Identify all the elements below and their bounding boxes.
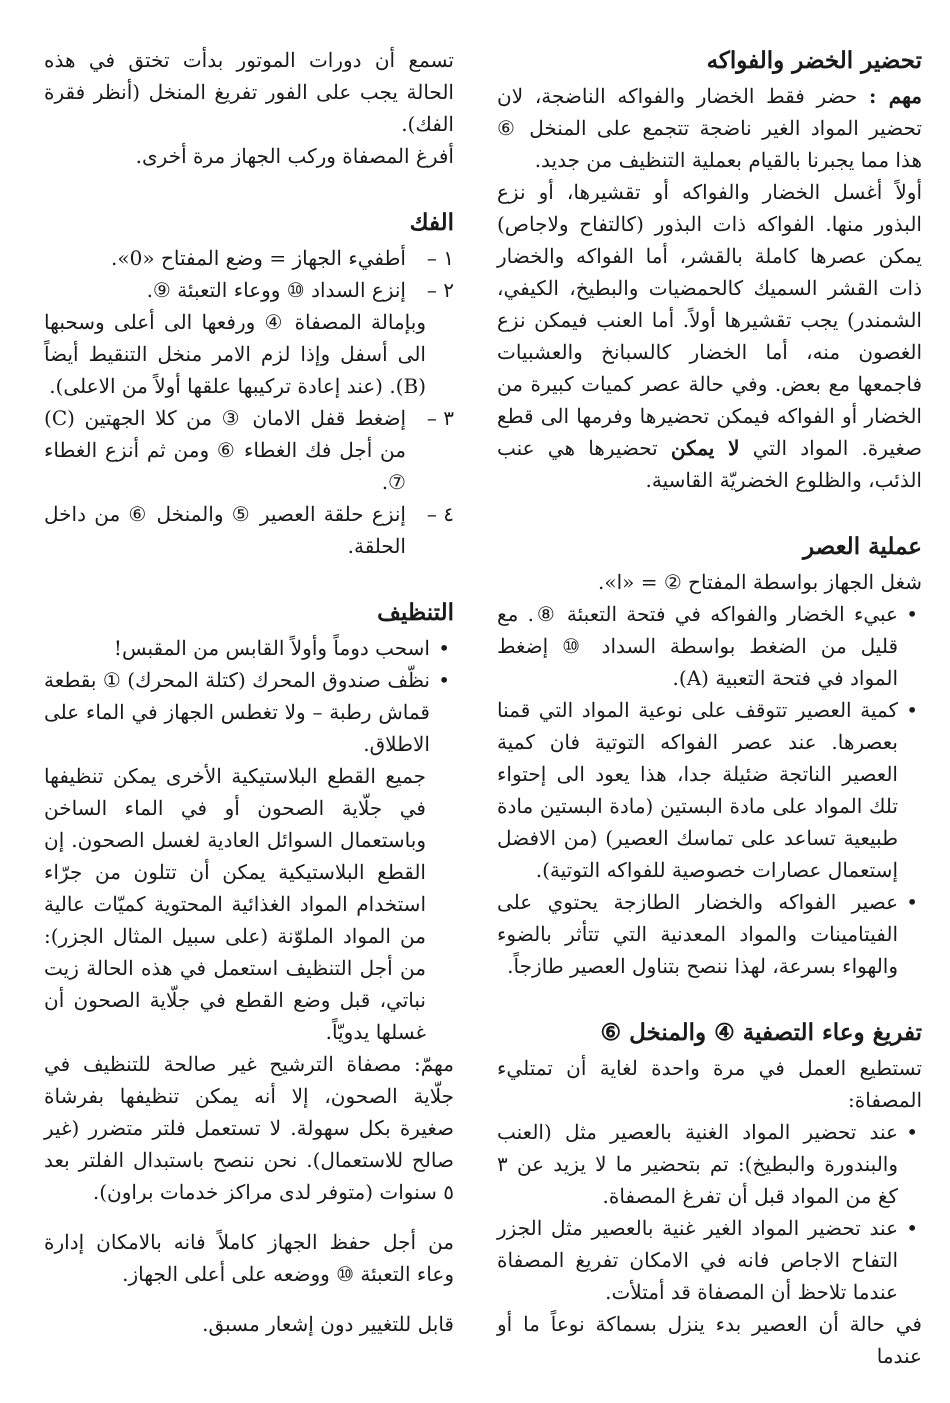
storage-text: من أجل حفظ الجهاز كاملاً فانه بالامكان إدارة وعاء التعبئة ⑩ ووضعه على أعلى الجهاز.: [44, 1230, 454, 1286]
cleaning-section: [44, 596, 454, 1208]
step-2-detail: وبإمالة المصفاة ④ ورفعها الى أعلى وسحبها الى أسفل وإذا لزم الامر منخل التنقيط أيضاً (B). (عند إعادة تركيبها علقها أولاً من الاعلى).: [44, 310, 426, 398]
list-item: • عبيء الخضار والفواكه في فتحة التعبئة ⑧. مع قليل من الضغط بواسطة السداد ⑩ إضغط المواد في فتحة التعبية (A).: [497, 598, 922, 694]
prep-important: [497, 80, 922, 176]
juicing-list: [497, 598, 922, 982]
prep-paragraph: [497, 176, 922, 496]
step-number: ٢ –: [426, 278, 454, 302]
continued-text: تسمع أن دورات الموتور بدأت تختق في هذه الحالة يجب على الفور تفريغ المنخل (أنظر فقرة الفك).: [44, 48, 454, 136]
step-text: إنزع السداد ⑩ ووعاء التعبئة ⑨.: [146, 278, 406, 302]
prep-title: تحضير الخضر والفواكه: [706, 47, 922, 74]
list-item: • كمية العصير تتوقف على نوعية المواد التي قمنا بعصرها. عند عصر الفواكه التوتية فان كمية العصير الناتجة ضئيلة جدا، هذا يعود الى إحتواء تلك المواد على مادة البستين (مادة البستين مادة طبيعية تساعد على تماسك العصير) (من الافضل إستعمال عصارات خصوصية للفواكه التوتية).: [497, 694, 922, 886]
prep-para-bold: لا يمكن: [670, 436, 740, 460]
disassembly-section: [44, 206, 454, 562]
juicing-intro: شغل الجهاز بواسطة المفتاح ② = «ا».: [597, 570, 922, 594]
cleaning-list: [44, 632, 454, 760]
disassembly-steps: [44, 242, 454, 306]
list-item: • نظّف صندوق المحرك (كتلة المحرك) ① بقطعة قماش رطبة – ولا تغطس الجهاز في الماء على الاطلاق.: [44, 664, 454, 760]
cleaning-paragraph: جميع القطع البلاستيكية الأخرى يمكن تنظيفها في جلّاية الصحون أو في الماء الساخن وباستعمال السوائل العادية لغسل الصحون. إن القطع البلاستيكية يمكن أن تتلون من جرّاء استخدام المواد الغذائية المحتوية كميّات عالية من المواد الملوّنة (على سبيل المثال الجزر): من أجل التنظيف استعمل في هذه الحالة زيت نباتي، قبل وضع القطع في جلّاية الصحون أن غسلها يدويّاً.: [44, 764, 426, 1044]
list-item: [44, 498, 454, 562]
step-number: ٣ –: [426, 406, 454, 430]
list-item: • اسحب دوماً وأولاً القابس من المقبس!: [44, 632, 454, 664]
right-column: [497, 44, 922, 1372]
step-text: إضغط قفل الامان ③ من كلا الجهتين (C) من أجل فك الغطاء ⑥ ومن ثم أنزع الغطاء ⑦.: [44, 406, 406, 494]
prep-section: [497, 44, 922, 496]
list-item: [44, 242, 454, 274]
step-number: ٤ –: [426, 502, 454, 526]
prep-para-end: تحضيرها هي عنب الذئب، والظلوع الخضريّة القاسية.: [497, 436, 922, 492]
juicing-title: عملية العصر: [802, 533, 922, 560]
list-item: [44, 402, 454, 498]
cleaning-title: التنظيف: [377, 599, 454, 626]
list-item: • عند تحضير المواد الغير غنية بالعصير مثل الجزر التفاح الاجاص فانه في الامكان تفريغ المصفاة عندما تلاحظ أن المصفاة قد أمتلأت.: [497, 1212, 922, 1308]
step-text: أطفيء الجهاز = وضع المفتاح «0».: [111, 246, 406, 270]
step-number: ١ –: [426, 246, 454, 270]
notice-text: قابل للتغيير دون إشعار مسبق.: [202, 1312, 454, 1336]
step-text: إنزع حلقة العصير ⑤ والمنخل ⑥ من داخل الحلقة.: [44, 502, 406, 558]
important-text: حضر فقط الخضار والفواكه الناضجة، لان تحضير المواد الغير ناضجة تتجمع على المنخل ⑥ هذا مما يجبرنا بالقيام بعملية التنظيف من جديد.: [497, 84, 922, 172]
list-item: • عصير الفواكه والخضار الطازجة يحتوي على الفيتامينات والمواد المعدنية التي تتأثر بالضوء والهواء بسرعة، لهذا ننصح بتناول العصير طازجاً.: [497, 886, 922, 982]
emptying-title: تفريغ وعاء التصفية ④ والمنخل ⑥: [600, 1019, 922, 1046]
left-column: [44, 44, 454, 1340]
emptying-intro: تستطيع العمل في مرة واحدة لغاية أن تمتليء المصفاة:: [497, 1056, 922, 1112]
cleaning-important: مهمّ: مصفاة الترشيح غير صالحة للتنظيف في جلّاية الصحون، إلا أنه يمكن تنظيفها بفرشاة صغيرة بكل سهولة. لا تستعمل فلتر متضرر (غير صالح للاستعمال). نحن ننصح باستبدال الفلتر بعد ٥ سنوات (متوفر لدى مراكز خدمات براون).: [44, 1052, 454, 1204]
prep-para-text: أولاً أغسل الخضار والفواكه أو تقشيرها، أو نزع البذور منها. الفواكه ذات البذور (كالتفاح ولاجاص) يمكن عصرها كاملة بالقشر، أما الفواكه والخضار ذات القشر السميك كالحمضيات والبطيخ، الكيفي، الشمندر) يجب تقشيرها أولاً. أما العنب فيمكن نزع الغصون منه، أما الخضار كالسبانخ والعشبيات فاجمعها مع بعض. وفي حالة عصر كميات كبيرة من الخضار أو الفواكه فيمكن تحضيرها وفرمها الى قطع صغيرة. المواد التي: [497, 180, 922, 460]
emptying-tail: في حالة أن العصير بدء ينزل بسماكة نوعاً ما أو عندما: [497, 1312, 922, 1368]
juicing-section: [497, 530, 922, 982]
list-item: [44, 274, 454, 306]
continued-text-2: أفرغ المصفاة وركب الجهاز مرة أخرى.: [135, 144, 454, 168]
emptying-list: [497, 1116, 922, 1308]
emptying-section: [497, 1016, 922, 1372]
disassembly-title: الفك: [409, 209, 454, 236]
important-label: مهم :: [869, 84, 923, 108]
list-item: • عند تحضير المواد الغنية بالعصير مثل (العنب والبندورة والبطيخ): تم بتحضير ما لا يزيد عن ٣ كغ من المواد قبل أن تفرغ المصفاة.: [497, 1116, 922, 1212]
disassembly-steps-2: [44, 402, 454, 562]
